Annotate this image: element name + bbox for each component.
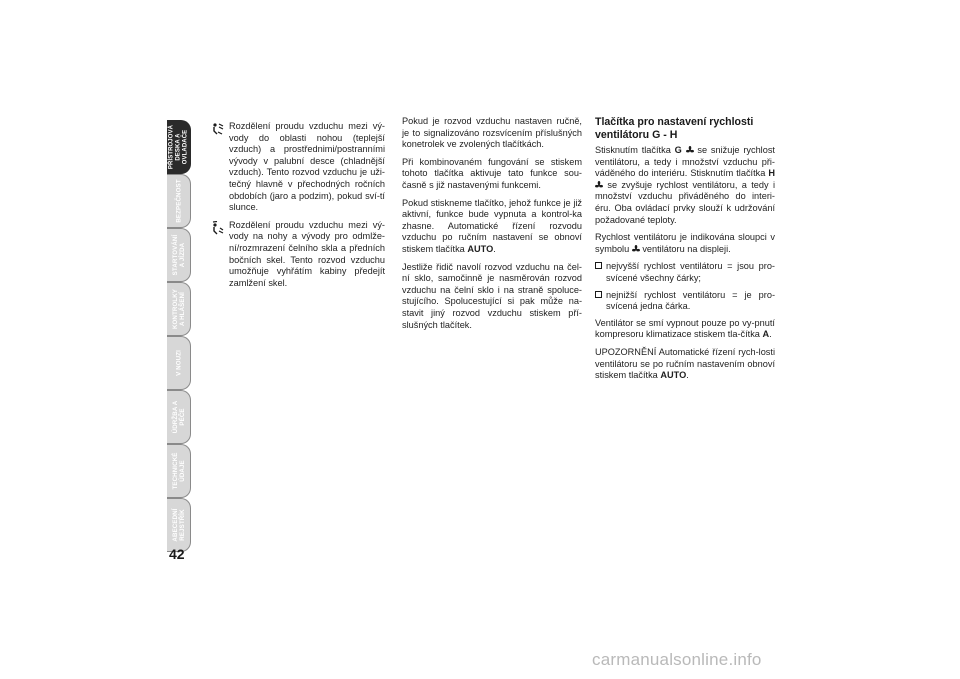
button-reference-auto: AUTO: [660, 370, 687, 381]
tab-label: TECHNICKÉ ÚDAJE: [171, 452, 186, 490]
paragraph: Rychlost ventilátoru je indikována sloupci v symbolu ventilátoru na displeji.: [595, 232, 775, 254]
list-item: nejnižší rychlost ventilátoru = je pro-svícená jedna čárka.: [595, 290, 775, 313]
tab-abecedni-rejstrik[interactable]: [167, 498, 191, 552]
fan-icon: [686, 146, 694, 154]
page-number: 42: [169, 546, 185, 562]
watermark: carmanualsonline.info: [592, 650, 762, 669]
list-item: nejvyšší rychlost ventilátoru = jsou pro-svícené všechny čárky;: [595, 261, 775, 284]
button-reference-auto: AUTO: [467, 243, 494, 254]
paragraph: Stisknutím tlačítka G se snižuje rychlost ventilátoru, a tedy i množství vzduchu při-váděného do interiéru. Stisknutím tlačítka H se zvyšuje rychlost ventilátoru, a tedy i množství vzduchu přiváděného do interi-éru. Oba ovládací prvky slouží k udržování požadované teploty.: [595, 145, 775, 225]
air-feet-windshield-icon: [211, 221, 225, 235]
tab-bezpecnost[interactable]: [167, 174, 191, 228]
column-3: [595, 116, 775, 388]
button-reference-g: G: [674, 145, 682, 155]
item-text: Rozdělení proudu vzduchu mezi vý-vody na nohy a vývody pro odmlže-ní/rozmrazení čelního skla a předních bočních skel. Tento rozvod vzduchu umožňuje vyhřátím kabiny předejít zamlžení skel.: [229, 219, 385, 288]
paragraph: Pokud stiskneme tlačítko, jehož funkce je již aktivní, funkce bude vypnuta a kontrol-ka zhasne. Automatické řízení rozvodu vzduchu po ručním nastavení se obnoví stiskem tlačítka AUTO.: [402, 197, 582, 254]
paragraph: Ventilátor se smí vypnout pouze po vy-pnutí kompresoru klimatizace stiskem tla-čítka A.: [595, 317, 775, 340]
checkbox-bullet-icon: [595, 262, 602, 269]
tab-kontrolky[interactable]: [167, 282, 191, 336]
tab-label: BEZPEČNOST: [175, 179, 182, 223]
paragraph: Pokud je rozvod vzduchu nastaven ručně, je to signalizováno rozsvícením příslušných konetrolek ve zvolených tlačítkách.: [402, 116, 582, 150]
list-item: [211, 121, 385, 214]
tab-label: PŘÍSTROJOVÁ DESKA A OVLADAČE: [168, 124, 188, 170]
button-reference-a: A: [762, 329, 770, 340]
paragraph: UPOZORNĚNÍ Automatické řízení rych-losti ventilátoru se po ručním nastavením obnoví stiskem tlačítka AUTO.: [595, 346, 775, 381]
tab-v-nouzi[interactable]: [167, 336, 191, 390]
tab-label: STARTOVÁNÍ A JÍZDA: [171, 234, 186, 276]
tab-udrzba[interactable]: [167, 390, 191, 444]
button-reference-h: H: [768, 168, 775, 179]
section-heading: Tlačítka pro nastavení rychlosti ventilátoru G - H: [595, 116, 754, 141]
tab-label: ÚDRŽBA A PÉČE: [171, 400, 186, 434]
fan-icon: [595, 181, 603, 189]
item-text: Rozdělení proudu vzduchu mezi vý-vody do oblasti nohou (teplejší vzduch) a prostřednimi/postranními vývody v palubní desce (chladnější vzduch). Tento rozvod vzduchu je uži-tečný hlavně v přechodných ročních obdobích (jaro a podzim), pokud sví-tí slunce.: [229, 121, 385, 213]
tab-label: V NOUZI: [175, 350, 182, 376]
air-feet-dashboard-icon: [211, 122, 225, 136]
tab-technicke-udaje[interactable]: [167, 444, 191, 498]
tab-label: KONTROLKY A HLÁŠENÍ: [171, 288, 186, 330]
checkbox-bullet-icon: [595, 291, 602, 298]
tab-pristrojova-deska[interactable]: [167, 120, 191, 174]
fan-icon: [632, 245, 640, 253]
tab-startovani[interactable]: [167, 228, 191, 282]
tab-label: ABECEDNÍ REJSTŘÍK: [171, 508, 186, 542]
paragraph: Jestliže řidič navolí rozvod vzduchu na čel-ní sklo, samočinně je nasměrován rozvod vzduchu na čelní sklo i na straně spoluce-stujícího. Spolucestující si pak může na-stavit jiný rozvod vzduchu stiskem pří-slušných tlačítek.: [402, 261, 582, 330]
paragraph: Při kombinovaném fungování se stiskem tohoto tlačítka aktivuje tato funkce sou-časně s již nastavenými funkcemi.: [402, 156, 582, 190]
column-1: [211, 121, 385, 295]
list-item: [211, 220, 385, 290]
column-2: [402, 116, 582, 337]
